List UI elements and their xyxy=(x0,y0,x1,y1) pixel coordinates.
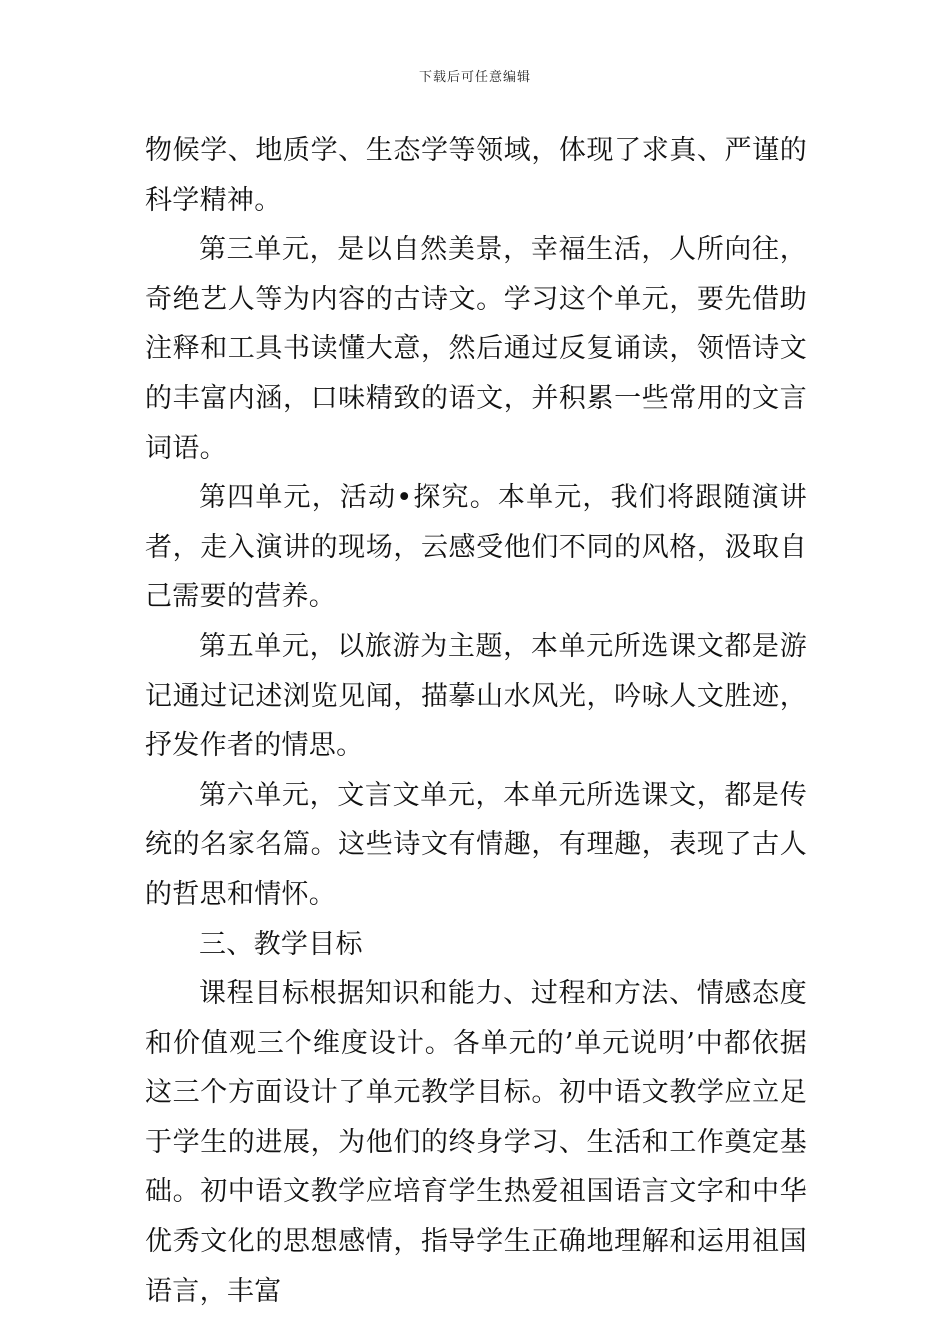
paragraph-unit-three: 第三单元，是以自然美景，幸福生活，人所向往，奇绝艺人等为内容的古诗文。学习这个单元，要先借助注释和工具书读懂大意，然后通过反复诵读，领悟诗文的丰富内涵，口味精致的语文，并积累一些常用的文言词语。 xyxy=(145,234,807,464)
paragraph-continuation: 物候学、地质学、生态学等领域，体现了求真、严谨的科学精神。 xyxy=(145,135,807,216)
section-heading-teaching-goals: 三、教学目标 xyxy=(199,928,363,960)
paragraph-unit-six: 第六单元，文言文单元，本单元所选课文，都是传统的名家名篇。这些诗文有情趣，有理趣，表现了古人的哲思和情怀。 xyxy=(145,779,807,910)
page-header-note: 下载后可任意编辑 xyxy=(418,70,531,85)
paragraph-teaching-goals: 课程目标根据知识和能力、过程和方法、情感态度和价值观三个维度设计。各单元的’单元说明’中都依据这三个方面设计了单元教学目标。初中语文教学应立足于学生的进展，为他们的终身学习、生活和工作奠定基础。初中语文教学应培育学生热爱祖国语言文字和中华优秀文化的思想感情，指导学生正确地理解和运用祖国语言，丰富 xyxy=(145,978,807,1307)
paragraph-unit-four: 第四单元，活动•探究。本单元，我们将跟随演讲者，走入演讲的现场，云感受他们不同的风格，汲取自己需要的营养。 xyxy=(145,482,807,613)
document-body xyxy=(145,126,807,1316)
paragraph-unit-five: 第五单元，以旅游为主题，本单元所选课文都是游记通过记述浏览见闻，描摹山水风光，吟咏人文胜迹，抒发作者的情思。 xyxy=(145,630,807,762)
